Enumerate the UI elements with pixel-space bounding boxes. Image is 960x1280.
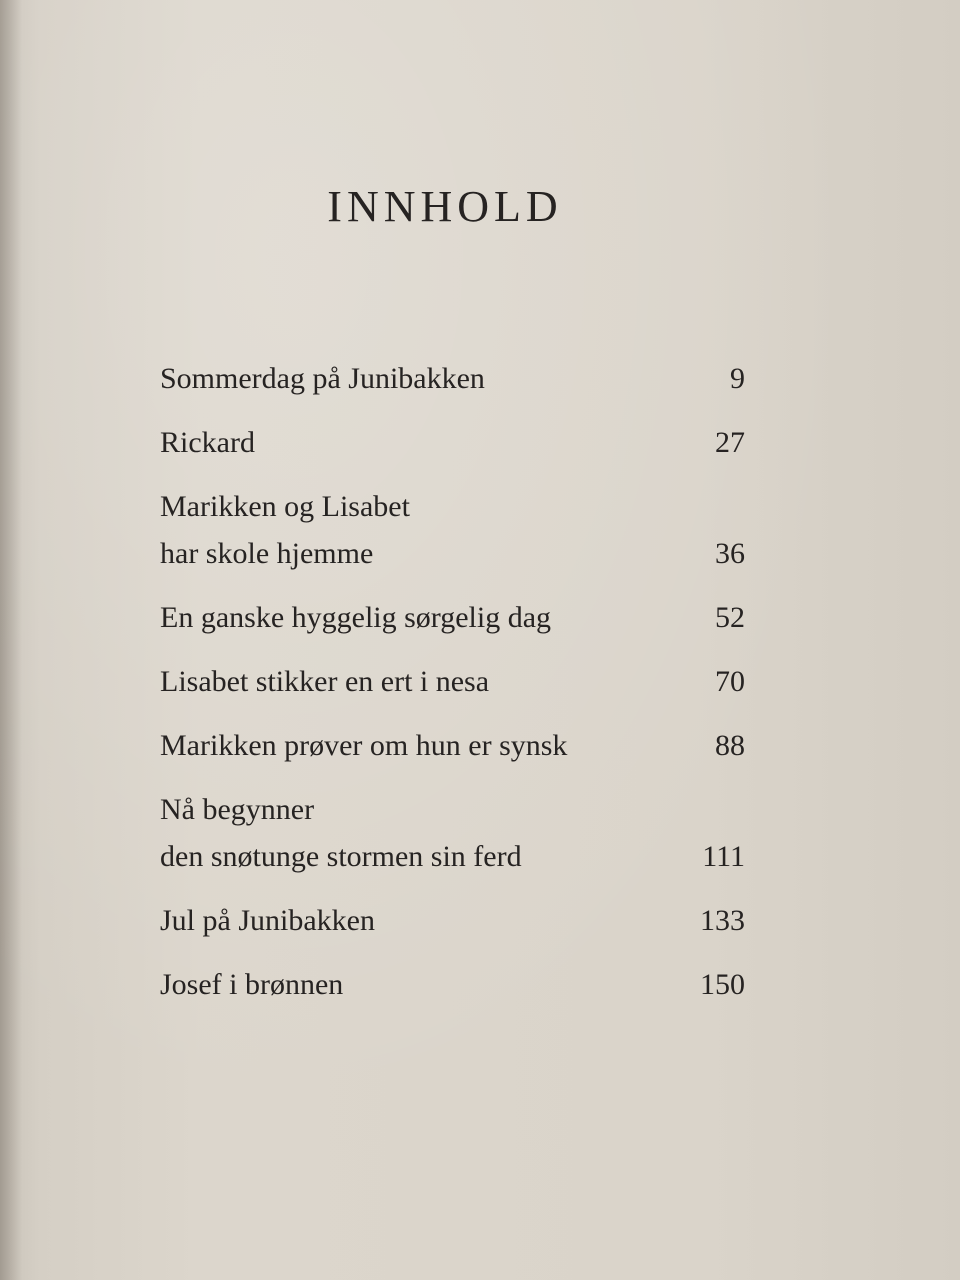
table-of-contents <box>160 355 745 1025</box>
toc-entry-line: Sommerdag på Junibakken <box>160 362 485 395</box>
toc-entry-page: 52 <box>715 601 745 634</box>
toc-entry-title <box>160 483 410 577</box>
toc-entry-title <box>160 355 485 402</box>
toc-entry-line: Marikken og Lisabet <box>160 490 410 523</box>
toc-entry-line: Lisabet stikker en ert i nesa <box>160 665 490 698</box>
toc-entry-line: Jul på Junibakken <box>160 904 375 937</box>
toc-entry-line: den snøtunge stormen sin ferd <box>160 840 522 873</box>
toc-entry-page: 27 <box>715 426 745 459</box>
toc-entry-page: 36 <box>715 537 745 570</box>
toc-entry-title <box>160 594 551 641</box>
toc-entry-page: 133 <box>700 904 745 937</box>
toc-entry-title <box>160 658 489 705</box>
toc-entry <box>160 483 745 577</box>
toc-entry-page: 150 <box>700 968 745 1001</box>
toc-entry-page: 111 <box>702 840 745 873</box>
toc-entry-title <box>160 419 255 466</box>
toc-entry <box>160 961 745 1008</box>
toc-entry-line: Nå begynner <box>160 793 315 826</box>
toc-entry <box>160 786 745 880</box>
toc-entry-title <box>160 722 567 769</box>
toc-entry-line: Rickard <box>160 426 255 459</box>
toc-entry <box>160 897 745 944</box>
toc-entry-line: har skole hjemme <box>160 537 374 570</box>
toc-entry <box>160 722 745 769</box>
toc-entry <box>160 355 745 402</box>
toc-entry-title <box>160 897 375 944</box>
page-title: INNHOLD <box>327 182 563 231</box>
toc-entry-line: Marikken prøver om hun er synsk <box>160 729 568 762</box>
toc-entry <box>160 594 745 641</box>
toc-entry-page: 88 <box>715 729 745 762</box>
toc-entry-line: Josef i brønnen <box>160 968 344 1001</box>
toc-entry-page: 9 <box>730 362 745 395</box>
toc-entry-title <box>160 786 522 880</box>
toc-entry <box>160 419 745 466</box>
toc-entry-title <box>160 961 343 1008</box>
toc-entry-page: 70 <box>715 665 745 698</box>
toc-entry-line: En ganske hyggelig sørgelig dag <box>160 601 552 634</box>
toc-entry <box>160 658 745 705</box>
